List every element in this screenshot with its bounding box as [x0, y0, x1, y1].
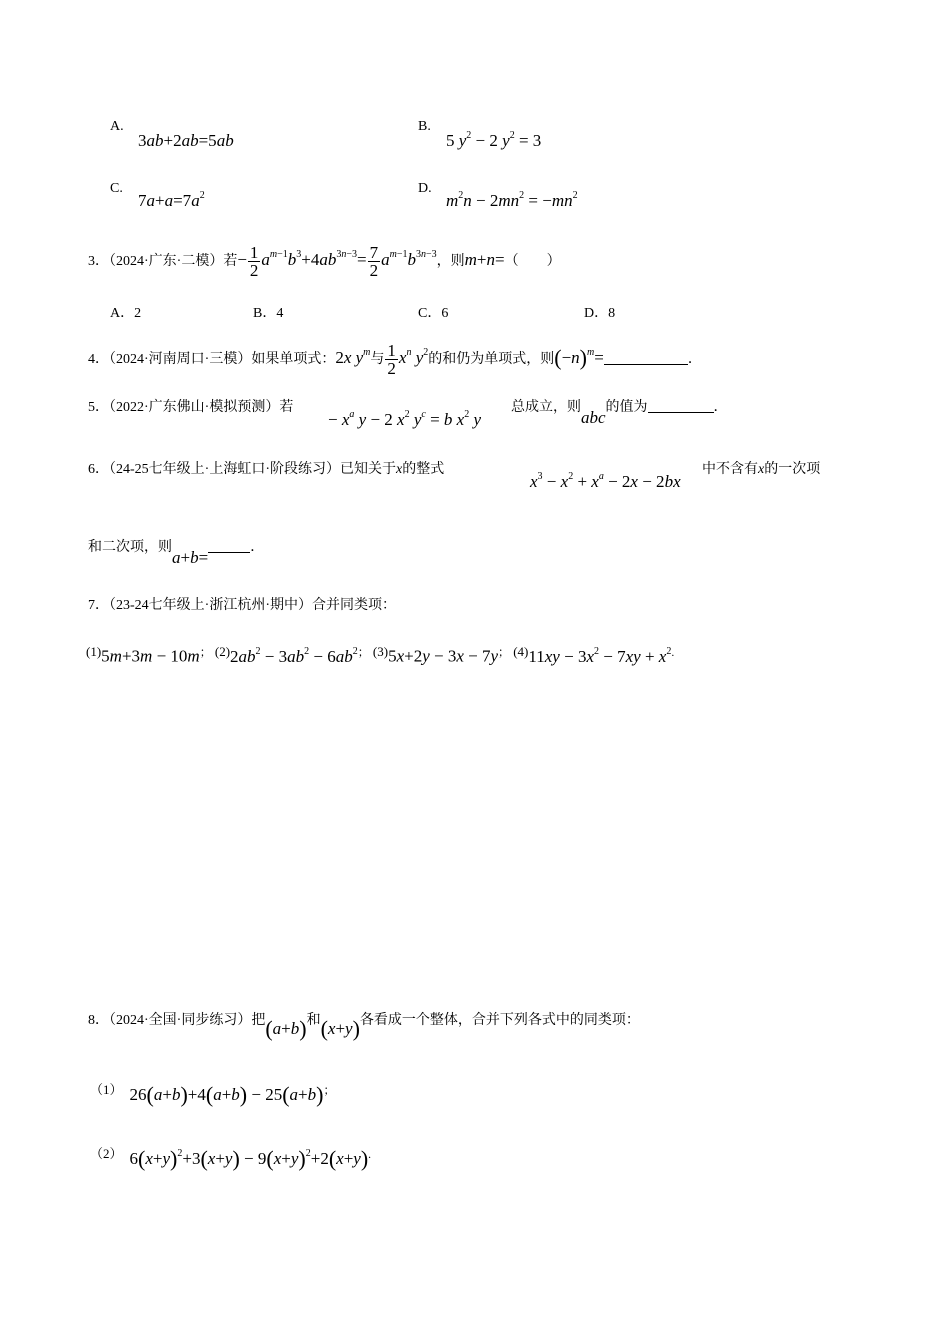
q7-source: （23-24七年级上·浙江杭州·期中）	[109, 598, 312, 613]
question-7	[88, 594, 396, 618]
q3-source: （2024·广东·二模）	[109, 254, 224, 269]
q6-end: ．	[250, 540, 265, 555]
q2-option-a-label: A.	[110, 119, 124, 134]
q8-text-3: 各看成一个整体，合并下列各式中的同类项：	[359, 1013, 640, 1028]
q8-end: .	[368, 1148, 372, 1161]
q5-answer-blank[interactable]	[648, 398, 714, 413]
q5-text-3: 的值为	[605, 400, 648, 415]
q8-part-1-expr: 26(a+b)+4(a+b) − 25(a+b)	[129, 1081, 324, 1107]
q7-part-1-label: (1)	[86, 644, 102, 659]
question-8-part-2	[90, 1136, 371, 1179]
q2-option-c-expr: $7a+a=7a^2$	[138, 190, 205, 210]
q3-answer-paren: （ ）	[504, 254, 561, 269]
q7-sep-1: ；	[199, 646, 212, 659]
q2-option-b-label: B.	[418, 119, 431, 134]
q8-source: （2024·全国·同步练习）	[109, 1013, 252, 1028]
q3-equation: − $\frac{1}{2}$ $a^{m-1}b^3+4ab^{3n-3}=$ $\frac{7}{2}$ $a^{m-1}b^{3n-3}$	[237, 242, 437, 280]
question-8-part-1	[90, 1072, 335, 1115]
question-7-parts	[86, 634, 674, 677]
q7-part-4-expr: $11xy - 3x^2 - 7xy + x^2$	[528, 645, 672, 666]
question-4	[88, 338, 702, 378]
question-5-line	[88, 396, 293, 420]
q8-text-2: 和	[306, 1013, 321, 1028]
q6-target: a+b=	[172, 548, 209, 567]
q6-polynomial: $x^3 - x^2 + x^a - 2x - 2bx$	[530, 471, 681, 491]
q5-target: abc	[581, 408, 606, 427]
q6-text-1: 已知关于	[340, 462, 396, 477]
q7-end: .	[671, 646, 675, 659]
q5-number: 5．	[88, 400, 109, 415]
q3-text-then: ，则	[436, 254, 465, 269]
q6-text-4: 的一次项	[764, 462, 821, 477]
q7-part-1-expr: 5m+3m − 10m	[101, 646, 200, 666]
q7-part-3-label: (3)	[372, 644, 389, 659]
question-6-tail	[702, 458, 820, 482]
question-6-line-1	[88, 458, 444, 482]
q4-text-2: 与	[370, 352, 385, 367]
q8-part-2-label: （2）	[90, 1146, 123, 1161]
q2-option-d-expr: $m^2n - 2mn^2 = -mn^2$	[446, 190, 578, 210]
q6-text-2: 的整式	[402, 462, 445, 477]
q5-equation: − $x^a$ y − 2 $x^2$ $y^c = b$ $x^2$ y	[328, 409, 482, 429]
q7-sep-3: ；	[498, 646, 510, 659]
question-5-tail	[511, 396, 728, 430]
q6-answer-blank[interactable]	[208, 538, 250, 553]
q8-group-ab: (a+b)	[265, 1016, 307, 1041]
q5-text-if: 若	[279, 400, 294, 415]
question-3	[88, 240, 561, 280]
q4-source: （2024·河南周口·三模）	[109, 352, 252, 367]
q8-group-xy: (x+y)	[320, 1016, 360, 1041]
question-8	[88, 1006, 640, 1046]
question-6-line-2	[88, 536, 264, 570]
q6-var-x: x	[396, 462, 403, 477]
q3-target: m+n=	[464, 250, 505, 269]
q7-part-2-expr: $2ab^2 - 3ab^2 - 6ab^2$	[230, 645, 358, 666]
q2-option-b-expr: 5 $y^2 - 2$ $y^2 = 3$	[446, 130, 542, 150]
q4-end: ．	[687, 352, 702, 367]
q8-number: 8．	[88, 1013, 109, 1028]
q4-target: $(-n)^m=$	[554, 345, 604, 370]
q3-number: 3．	[88, 254, 109, 269]
q3-option-b: B．4	[253, 306, 284, 321]
q2-option-d-label: D.	[418, 181, 432, 196]
q6-source: （24-25七年级上·上海虹口·阶段练习）	[109, 462, 340, 477]
q2-option-c-label: C.	[110, 181, 123, 196]
q3-option-a: A．2	[110, 306, 142, 321]
q6-text-line2: 和二次项，则	[88, 540, 172, 555]
q7-part-2-label: (2)	[214, 644, 231, 659]
q4-answer-blank[interactable]	[604, 350, 688, 365]
q8-part-2-expr: $6(x+y)^2+3(x+y) - 9(x+y)^2+2(x+y)$	[129, 1145, 369, 1171]
q4-number: 4．	[88, 352, 109, 367]
q6-var-x-2: x	[758, 462, 765, 477]
q5-text-2: 总成立，则	[511, 400, 581, 415]
q6-number: 6．	[88, 462, 109, 477]
q4-text-1: 如果单项式：	[251, 352, 336, 367]
q8-sep: ；	[323, 1084, 336, 1097]
q7-sep-2: ；	[357, 646, 370, 659]
q5-source: （2022·广东佛山·模拟预测）	[109, 400, 280, 415]
q7-number: 7．	[88, 598, 109, 613]
q3-option-d: D．8	[584, 306, 616, 321]
q2-option-a-expr: 3ab+2ab=5ab	[138, 131, 234, 150]
q4-monomial-1: 2x $y^m$	[335, 347, 371, 367]
q8-part-1-label: （1）	[90, 1082, 123, 1097]
q7-part-4-label: (4)	[513, 644, 529, 659]
q7-text: 合并同类项：	[312, 598, 396, 613]
q3-option-c: C．6	[418, 306, 449, 321]
q7-part-3-expr: 5x+2y − 3x − 7y	[388, 646, 499, 666]
q8-text-1: 把	[251, 1013, 266, 1028]
q6-text-3: 中不含有	[702, 462, 758, 477]
q4-monomial-2: $\frac{1}{2}$ $x^n$ $y^2$	[387, 340, 429, 378]
q3-text-if: 若	[223, 254, 238, 269]
q5-end: ．	[713, 400, 728, 415]
q4-text-3: 的和仍为单项式，则	[428, 352, 555, 367]
